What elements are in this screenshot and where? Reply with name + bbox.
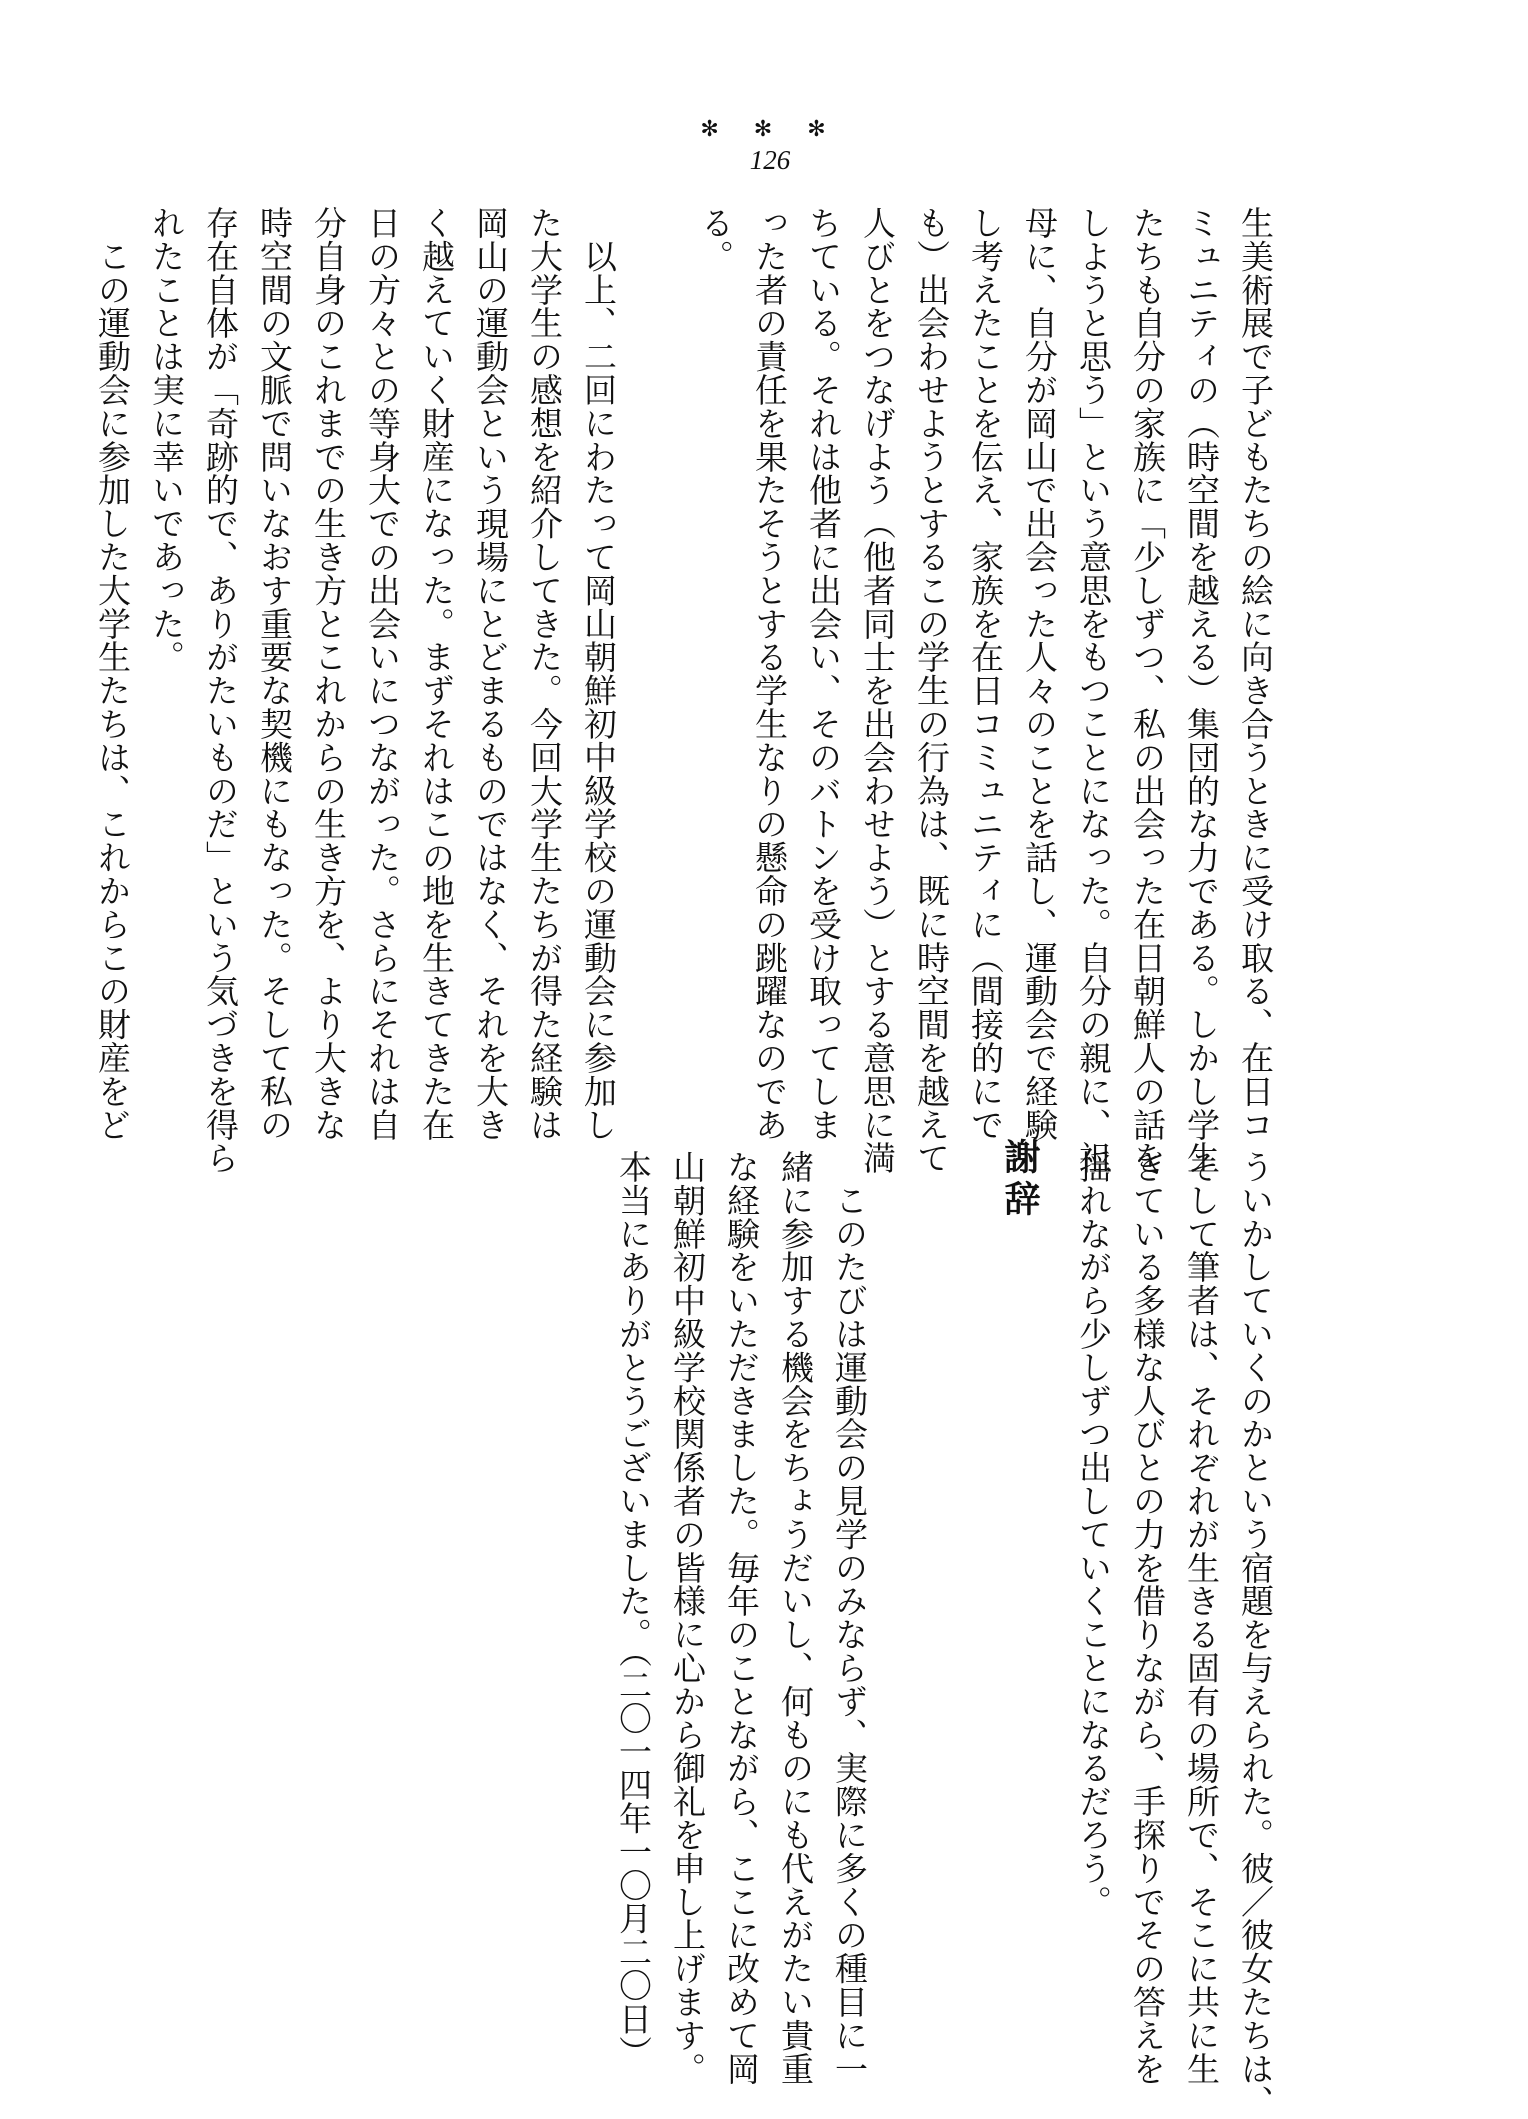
acknowledgements-paragraph: このたびは運動会の見学のみならず、実際に多くの種目に一 緒に参加する機会をちょうだいし、何ものにも代えがたい貴重 な経験をいただきました。毎年のことながら、ここに改めて岡 山朝鮮初中級学校関係者の皆様に心から御礼を申し上げます。 本当にありがとうございました。（二〇一四年一〇月二〇日） — [614, 1150, 869, 2086]
acknowledgements-heading: 謝辞 — [999, 1138, 1041, 1222]
lower-text-block — [958, 1150, 1390, 2119]
paragraph-student-family: 生美術展で子どもたちの絵に向き合うときに受け取る、在日コ ミュニティの（時空間を越える）集団的な力である。しかし学生 たちも自分の家族に「少しずつ、私の出会った在日朝鮮人の話を しようと思う」という意思をもつことになった。自分の親に、祖 母に、自分が岡山で出会った人々のことを話し、運動会で経験 し考えたことを伝え、家族を在日コミュニティに（間接的にで も）出会わせようとするこの学生の行為は、既に時空間を越えて 人びとをつなげよう（他者同士を出会わせよう）とする意思に満 ちている。それは他者に出会い、そのバトンを受け取ってしま った者の責任を果たそうとする学生なりの懸命の跳躍なのであ る。 — [696, 206, 1275, 1175]
header-ornament: ✻ ✻ ✻ — [700, 117, 840, 142]
paragraph-summary: 以上、二回にわたって岡山朝鮮初中級学校の運動会に参加し た大学生の感想を紹介してきた。今回大学生たちが得た経験は 岡山の運動会という現場にとどまるものではなく、それを大き く越えていく財産になった。まずそれはこの地を生きてきた在 日の方々との等身大での出会いにつながった。さらにそれは自 分自身のこれまでの生き方とこれからの生き方を、より大きな 時空間の文脈で問いなおす重要な契機にもなった。そして私の 存在自体が「奇跡的で、ありがたいものだ」という気づきを得ら れたことは実に幸いであった。 この運動会に参加した大学生たちは、これからこの財産をど — [93, 206, 618, 1175]
acknowledgements-block — [498, 1150, 984, 2086]
page-number: 126 — [749, 145, 791, 175]
page-header — [690, 118, 850, 176]
upper-text-block-left — [0, 206, 733, 1175]
paragraph-homework: ういかしていくのかという宿題を与えられた。彼／彼女たちは、 そして筆者は、それぞれが生きる固有の場所で、そこに共に生 きている多様な人びとの力を借りながら、手探りでその答えを 揺れながら少しずつ出していくことになるだろう。 — [1074, 1150, 1275, 2119]
